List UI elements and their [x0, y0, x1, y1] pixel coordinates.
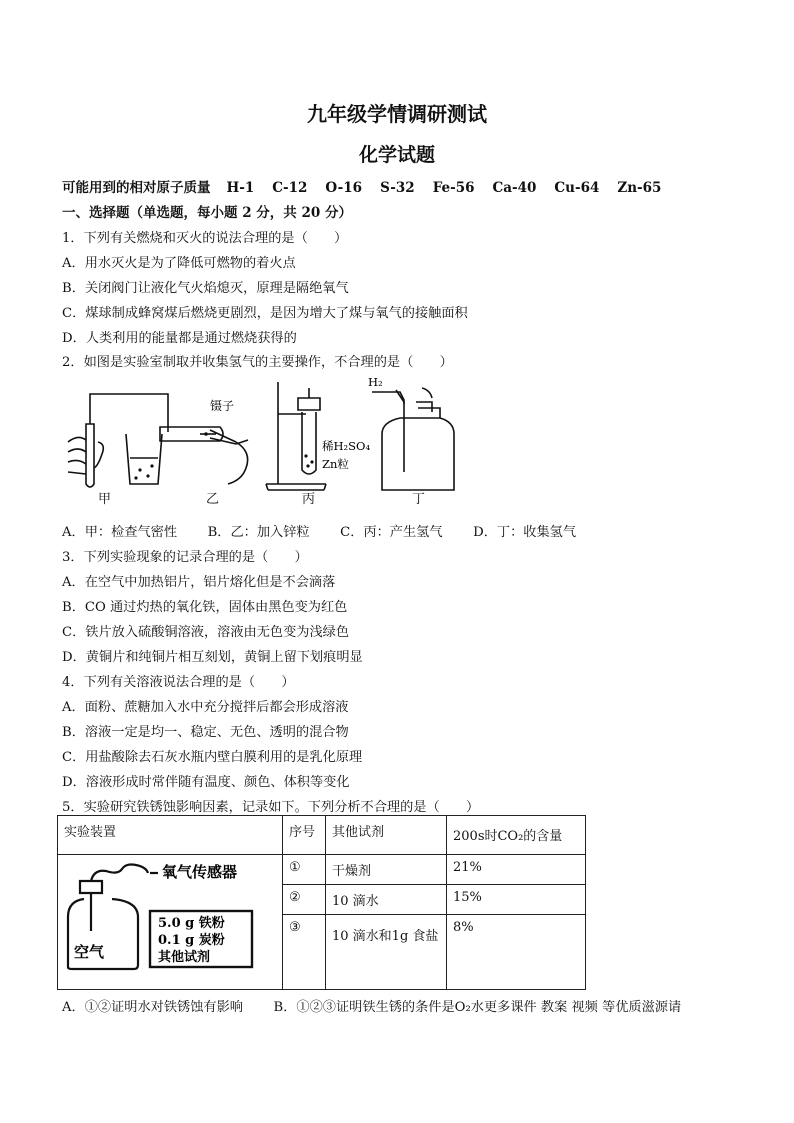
- mass-item: Zn-65: [617, 180, 662, 196]
- exam-subtitle: 化学试题: [358, 144, 435, 166]
- q3-option-a: A．在空气中加热铝片，铝片熔化但是不会滴落: [62, 575, 336, 590]
- table-cell: 21%: [447, 855, 586, 885]
- apparatus-drawing: [60, 372, 700, 512]
- q1-option-a: A．用水灭火是为了降低可燃物的着火点: [62, 256, 296, 271]
- other-reagent-label: 其他试剂: [158, 950, 211, 965]
- q4-stem: 4．下列有关溶液说法合理的是（ ）: [62, 675, 295, 690]
- table-header-cell: 其他试剂: [326, 816, 447, 855]
- q5-stem: 5．实验研究铁锈蚀影响因素，记录如下。下列分析不合理的是（ ）: [62, 800, 480, 815]
- caption-yi: 乙: [206, 492, 220, 507]
- iron-rust-apparatus: [62, 859, 274, 971]
- device-cell: [58, 855, 283, 990]
- table-cell: ①: [283, 855, 326, 885]
- q4-option-a: A．面粉、蔗糖加入水中充分搅拌后都会形成溶液: [62, 700, 349, 715]
- caption-ding: 丁: [412, 492, 426, 507]
- table-row: [58, 855, 586, 885]
- q1-option-d: D．人类利用的能量都是通过燃烧获得的: [62, 331, 297, 346]
- table-header-cell: 200s时CO₂的含量: [447, 816, 586, 855]
- hydrogen-label: H₂: [368, 375, 383, 389]
- q5-table: [57, 815, 586, 990]
- mass-item: C-12: [272, 180, 308, 196]
- table-header-cell: 实验装置: [58, 816, 283, 855]
- carbon-powder-label: 0.1 g 炭粉: [158, 933, 225, 948]
- section-heading: 一、选择题（单选题，每小题 2 分，共 20 分）: [62, 205, 352, 221]
- caption-jia: 甲: [98, 492, 112, 507]
- mass-item: Cu-64: [554, 180, 600, 196]
- mass-item: O-16: [325, 180, 363, 196]
- table-cell: 8%: [447, 915, 586, 990]
- q2-figures: [60, 372, 700, 512]
- q2-options: A．甲：检查气密性 B．乙：加入锌粒 C．丙：产生氢气 D．丁：收集氢气: [62, 525, 577, 540]
- iron-powder-label: 5.0 g 铁粉: [158, 916, 225, 931]
- table-cell: 15%: [447, 885, 586, 915]
- mass-item: Ca-40: [492, 180, 537, 196]
- sensor-label: 氧气传感器: [162, 863, 238, 881]
- atomic-mass-label: 可能用到的相对原子质量: [62, 180, 211, 196]
- q1-stem: 1．下列有关燃烧和灭火的说法合理的是（ ）: [62, 231, 348, 246]
- q2-stem: 2．如图是实验室制取并收集氢气的主要操作，不合理的是（ ）: [62, 355, 453, 370]
- q3-option-b: B．CO 通过灼热的氧化铁，固体由黑色变为红色: [62, 600, 348, 615]
- q3-stem: 3．下列实验现象的记录合理的是（ ）: [62, 550, 308, 565]
- q4-option-b: B．溶液一定是均一、稳定、无色、透明的混合物: [62, 725, 349, 740]
- air-label: 空气: [74, 943, 105, 961]
- q5-options: A．①②证明水对铁锈蚀有影响 B．①②③证明铁生锈的条件是O₂水更多课件 教案 视频 等优质滋源请: [62, 1000, 682, 1015]
- q1-option-b: B．关闭阀门让液化气火焰熄灭，原理是隔绝氧气: [62, 281, 349, 296]
- q3-option-d: D．黄铜片和纯铜片相互刻划，黄铜上留下划痕明显: [62, 650, 363, 665]
- table-cell: ③: [283, 915, 326, 990]
- acid-label: 稀H₂SO₄: [322, 439, 371, 453]
- table-cell: 干燥剂: [326, 855, 447, 885]
- tweezers-label: 镊子: [210, 399, 235, 413]
- zinc-label: Zn粒: [322, 457, 349, 471]
- atomic-mass-line: [62, 176, 661, 196]
- mass-item: H-1: [226, 180, 255, 196]
- caption-bing: 丙: [302, 492, 316, 507]
- q4-option-d: D．溶液形成时常伴随有温度、颜色、体积等变化: [62, 775, 350, 790]
- table-header-cell: 序号: [283, 816, 326, 855]
- mass-item: S-32: [380, 180, 415, 196]
- q4-option-c: C．用盐酸除去石灰水瓶内壁白膜利用的是乳化原理: [62, 750, 363, 765]
- table-cell: 10 滴水: [326, 885, 447, 915]
- table-cell: 10 滴水和1g 食盐: [326, 915, 447, 990]
- q3-option-c: C．铁片放入硫酸铜溶液，溶液由无色变为浅绿色: [62, 625, 350, 640]
- mass-item: Fe-56: [432, 180, 475, 196]
- q1-option-c: C．煤球制成蜂窝煤后燃烧更剧烈，是因为增大了煤与氧气的接触面积: [62, 306, 468, 321]
- exam-title: 九年级学情调研测试: [307, 102, 487, 126]
- table-header-row: [58, 816, 586, 855]
- table-cell: ②: [283, 885, 326, 915]
